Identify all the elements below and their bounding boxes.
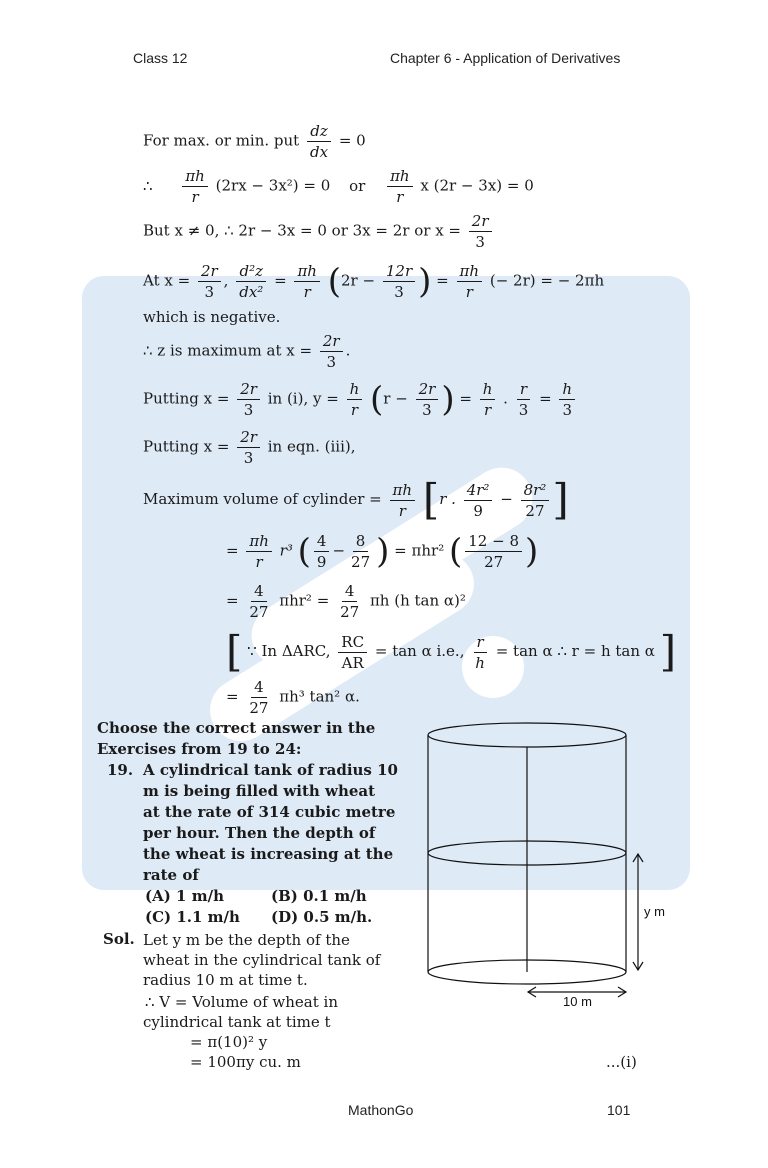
solution-line: Let y m be the depth of the (143, 931, 350, 949)
numerator: 8 (353, 532, 369, 552)
question-line: rate of (143, 866, 199, 884)
paren: ( (327, 261, 342, 302)
numerator: 12 − 8 (465, 532, 522, 552)
numerator: πh (457, 262, 483, 282)
fraction (237, 380, 260, 419)
numerator: πh (182, 167, 208, 187)
fraction (337, 582, 362, 621)
bracket: [ (422, 475, 440, 524)
paren: ) (418, 261, 432, 302)
numerator: 4 (251, 678, 267, 698)
line-final-volume (226, 678, 360, 717)
text: (2rx − 3x²) = 0 (215, 176, 331, 195)
numerator: h (480, 380, 496, 400)
fraction (237, 428, 260, 467)
fraction (465, 532, 522, 571)
paren: ( (449, 531, 463, 572)
text: = tan α ∴ r = h tan α (495, 642, 655, 660)
line-volume-step3 (226, 582, 466, 621)
denominator: r (483, 401, 492, 419)
denominator: r (255, 553, 263, 571)
paren: ( (370, 379, 384, 420)
text: ∵ In ΔARC, (247, 642, 331, 660)
text: = tan α i.e., (374, 642, 465, 660)
fraction (182, 167, 208, 206)
fraction (480, 380, 496, 419)
header-class: Class 12 (133, 50, 188, 66)
denominator: 27 (340, 603, 360, 621)
text: Maximum volume of cylinder = (143, 490, 382, 508)
numerator: h (347, 380, 363, 400)
solution-line: wheat in the cylindrical tank of (143, 951, 381, 969)
numerator: 2r (198, 262, 221, 282)
denominator: r (398, 501, 406, 520)
text: Putting x = (143, 389, 230, 408)
fraction (390, 481, 416, 520)
question-line: per hour. Then the depth of (143, 824, 376, 842)
solution-line: ∴ V = Volume of wheat in (145, 993, 338, 1011)
numerator: 4 (314, 532, 330, 552)
question-number: 19. (107, 761, 134, 779)
denominator: 3 (475, 233, 485, 251)
text: ∴ z is maximum at x = (143, 341, 313, 360)
denominator: 3 (243, 449, 254, 467)
numerator: πh (294, 262, 320, 282)
fraction (383, 262, 415, 301)
option-b: (B) 0.1 m/h (271, 887, 367, 905)
numerator: πh (390, 481, 416, 501)
line-because-arc (226, 627, 677, 676)
text: r − (383, 389, 408, 408)
text: = (226, 541, 239, 560)
numerator: 4r² (464, 481, 493, 501)
fraction (236, 262, 266, 301)
numerator: 2r (320, 332, 343, 352)
solution-line: radius 10 m at time t. (143, 971, 308, 989)
denominator: 9 (473, 501, 483, 520)
line-volume-step2 (226, 532, 538, 571)
text: At x = (143, 271, 191, 290)
numerator: dz (307, 122, 331, 142)
line-putting-iii (143, 428, 356, 467)
question-line: m is being filled with wheat (143, 782, 376, 800)
fraction (464, 481, 493, 520)
denominator: r (191, 188, 199, 206)
denominator: r (350, 401, 358, 419)
paren: ) (376, 531, 390, 572)
fraction (416, 380, 439, 419)
fraction (320, 332, 343, 371)
bracket: ] (659, 627, 677, 676)
text: 2r − (341, 271, 376, 290)
numerator: 2r (237, 380, 260, 400)
option-a: (A) 1 m/h (145, 887, 224, 905)
fraction (338, 633, 367, 672)
paren: ) (441, 379, 455, 420)
fraction (348, 532, 373, 571)
text: = (226, 591, 239, 610)
paren: ) (525, 531, 539, 572)
denominator: dx (309, 143, 329, 161)
fraction (246, 532, 272, 571)
text: − (500, 490, 513, 508)
denominator: 3 (422, 401, 432, 419)
solution-eq-1: = π(10)² y (190, 1033, 268, 1051)
solution-label: Sol. (103, 930, 135, 948)
numerator: 8r² (521, 481, 550, 501)
numerator: 2r (416, 380, 439, 400)
denominator: 9 (316, 553, 327, 571)
exercise-intro-1: Choose the correct answer in the (97, 719, 376, 737)
line-second-derivative: At x = $\frac{2r}{3}$ , $\frac{\text{d²z}}{\text{dx²}}$ = $\frac{\pi h}{r}$ (2r − $\frac{12r}{3}$ ) = $\frac{\pi h}{r}$ (− 2r) = − 2πh (143, 261, 605, 302)
solution-line: cylindrical tank at time t (143, 1013, 331, 1031)
question-line: the wheat is increasing at the (143, 845, 394, 863)
text: Putting x = (143, 437, 230, 456)
denominator: 3 (204, 283, 215, 301)
numerator: πh (246, 532, 272, 552)
numerator: 4 (251, 582, 267, 602)
denominator: 3 (562, 401, 573, 419)
text: πh³ tan² α. (279, 687, 360, 706)
bracket: ] (552, 475, 569, 524)
denominator: 27 (249, 603, 269, 621)
denominator: 3 (518, 401, 529, 419)
line-putting-y (143, 380, 578, 419)
fraction (559, 380, 575, 419)
denominator: 27 (484, 553, 504, 571)
denominator: 27 (525, 501, 545, 520)
numerator: 2r (237, 428, 260, 448)
numerator: πh (387, 167, 413, 187)
text: = πhr² (394, 541, 445, 560)
numerator: 12r (383, 262, 415, 282)
text: in (i), y = (267, 389, 339, 408)
denominator: r (396, 188, 404, 206)
text: = (459, 389, 472, 408)
page-number: 101 (607, 1102, 631, 1118)
fraction (246, 678, 271, 717)
denominator: r (303, 283, 311, 301)
solution-eq-2: = 100πy cu. m (190, 1053, 301, 1071)
text: r³ (279, 541, 293, 560)
bracket: [ (226, 627, 243, 676)
text: = (539, 389, 552, 408)
fraction (469, 212, 492, 251)
denominator: h (475, 653, 485, 672)
denominator: 27 (351, 553, 371, 571)
numerator: h (559, 380, 575, 400)
denominator: 3 (243, 401, 254, 419)
text: πhr² = (279, 591, 330, 610)
fraction (198, 262, 221, 301)
option-c: (C) 1.1 m/h (145, 908, 240, 926)
footer-brand: MathonGo (348, 1102, 414, 1118)
option-d: (D) 0.5 m/h. (271, 908, 373, 926)
fraction (314, 532, 330, 571)
numerator: 2r (469, 212, 492, 232)
line-negative: which is negative. (143, 308, 281, 326)
denominator: 27 (249, 699, 269, 717)
cylinder-top-ellipse (428, 723, 626, 747)
text: πh (h tan α)² (369, 591, 466, 610)
denominator: 3 (394, 283, 404, 301)
numerator: 4 (342, 582, 358, 602)
numerator: d²z (236, 262, 266, 282)
equation-reference: ...(i) (606, 1053, 637, 1071)
fraction (472, 633, 488, 672)
numerator: RC (338, 633, 367, 653)
line-max-volume (143, 475, 569, 524)
therefore-symbol: ∴ (143, 176, 153, 195)
paren: ( (297, 531, 311, 572)
fraction (521, 481, 550, 520)
fraction (347, 380, 363, 419)
text: r . (439, 490, 456, 508)
numerator: r (517, 380, 530, 400)
text: = (226, 687, 239, 706)
radius-label: 10 m (563, 994, 592, 1009)
fraction (246, 582, 271, 621)
line-but (143, 212, 495, 251)
header-chapter: Chapter 6 - Application of Derivatives (390, 50, 621, 66)
denominator: 3 (326, 353, 336, 371)
line-max-min (143, 122, 366, 161)
height-label: y m (644, 904, 665, 919)
fraction (307, 122, 331, 161)
text: = 0 (338, 131, 366, 150)
text: in eqn. (iii), (267, 437, 356, 456)
text: . (503, 389, 508, 408)
text: − (332, 541, 346, 560)
text: But x ≠ 0, ∴ 2r − 3x = 0 or 3x = 2r or x = (143, 221, 461, 240)
fraction (516, 380, 532, 419)
fraction (457, 262, 483, 301)
cylinder-figure (420, 720, 670, 1020)
text: x (2r − 3x) = 0 (420, 176, 534, 195)
text: = (274, 271, 287, 290)
denominator: dx² (239, 283, 264, 301)
text: = (436, 271, 449, 290)
denominator: AR (341, 653, 364, 672)
line-z-maximum: ∴ z is maximum at x = $\frac{2r}{3}$ . (143, 332, 351, 371)
fraction (387, 167, 413, 206)
question-line: at the rate of 314 cubic metre (143, 803, 396, 821)
question-line: A cylindrical tank of radius 10 (143, 761, 398, 779)
text: or (349, 176, 366, 195)
numerator: r (474, 633, 487, 653)
text: (− 2r) = − 2πh (489, 271, 605, 290)
exercise-intro-2: Exercises from 19 to 24: (97, 740, 302, 758)
line-derivative (143, 167, 534, 206)
denominator: r (465, 283, 473, 301)
text: For max. or min. put (143, 131, 300, 150)
fraction (294, 262, 320, 301)
